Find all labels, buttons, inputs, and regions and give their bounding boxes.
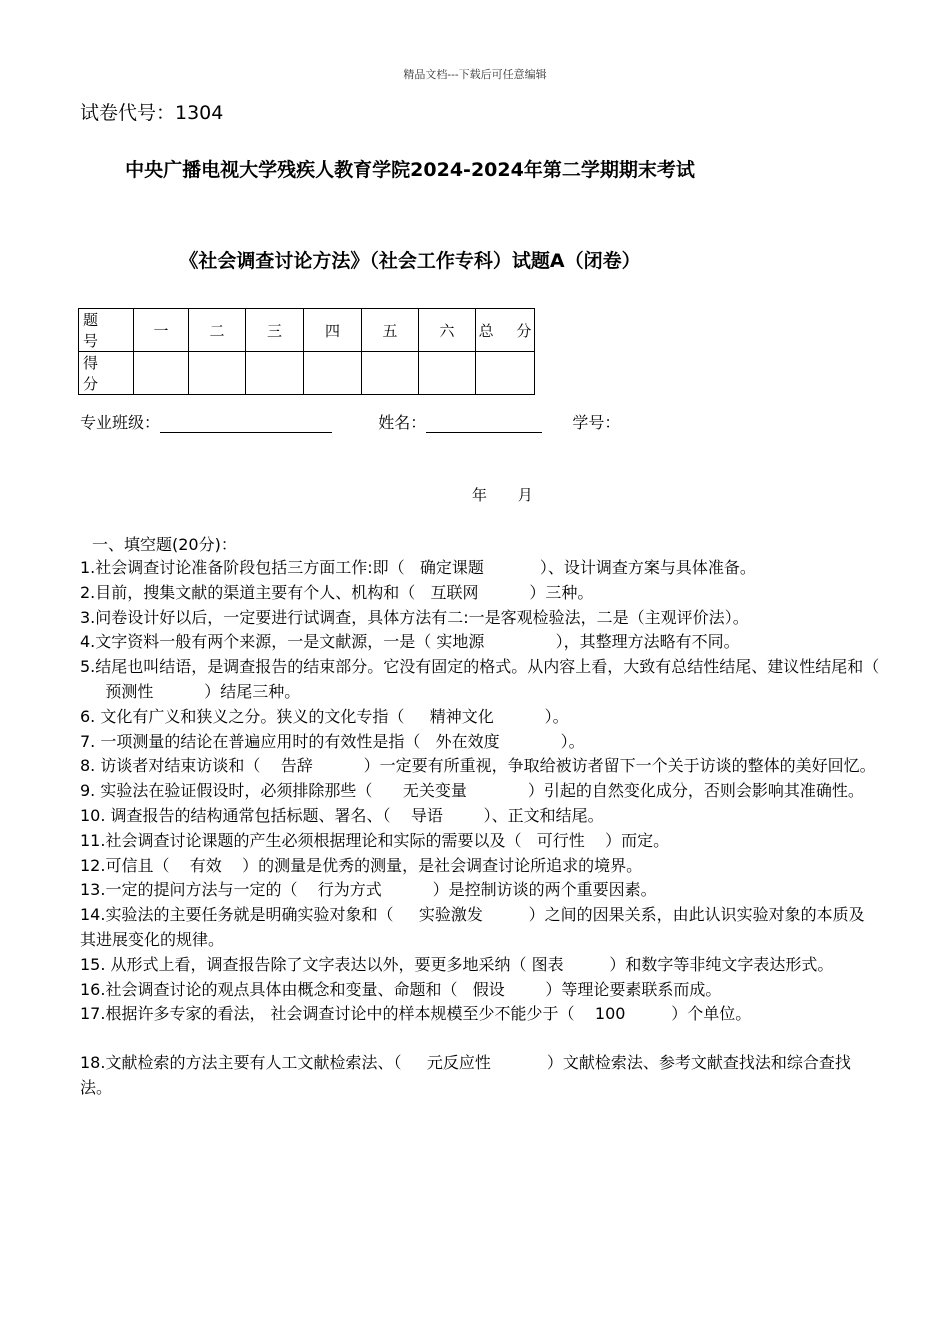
score-cell-6: 六 [419,309,476,352]
exam-title: 中央广播电视大学残疾人教育学院2024-2024年第二学期期末考试 [125,159,695,181]
answer-text: 实验激发 [393,905,529,925]
question-item: 16.社会调查讨论的观点具体由概念和变量、命题和（ 假设 ）等理论要素联系而成。 [80,979,722,999]
question-item: 6. 文化有广义和狭义之分。狭义的文化专指（ 精神文化 ）。 [80,706,569,726]
question-item: 8. 访谈者对结束访谈和（ 告辞 ）一定要有所重视，争取给被访者留下一个关于访谈的整体的美好回忆。 [80,756,876,776]
answer-text: 行为方式 [297,880,433,900]
question-item: 11.社会调查讨论课题的产生必须根据理论和实际的需要以及（ 可行性 ）而定。 [80,830,670,850]
id-label: 学号： [572,413,621,432]
answer-text: 元反应性 [401,1053,547,1073]
score-cell-3: 三 [246,309,304,352]
answer-text: 互联网 [415,582,530,602]
name-label: 姓名： [378,413,427,432]
answer-text: 假设 [457,979,546,999]
date-line: 年 月 [472,486,533,504]
score-cell-2: 二 [189,309,246,352]
answer-text: 告辞 [260,756,364,776]
question-item: 18.文献检索的方法主要有人工文献检索法、（ 元反应性 ）文献检索法、参考文献查找法和综合查找法。 [80,1053,851,1097]
answer-text: 100 [574,1004,672,1024]
question-item: 1.社会调查讨论准备阶段包括三方面工作:即（ 确定课题 ）、设计调查方案与具体准备。 [80,558,756,577]
question-item: 17.根据许多专家的看法， 社会调查讨论中的样本规模至少不能少于（ 100 ）个单位。 [80,1004,752,1024]
class-label: 专业班级： [80,413,161,432]
score-entry-3[interactable] [246,352,304,395]
score-cell-1: 一 [134,309,189,352]
question-item: 14.实验法的主要任务就是明确实验对象和（ 实验激发 ）之间的因果关系，由此认识实验对象的本质及其进展变化的规律。 [80,905,865,949]
question-item: 12.可信且（ 有效 ）的测量是优秀的测量，是社会调查讨论所追求的境界。 [80,855,643,875]
question-item: 7. 一项测量的结论在普遍应用时的有效性是指（ 外在效度 ）。 [80,731,585,751]
question-item: 9. 实验法在验证假设时，必须排除那些（ 无关变量 ）引起的自然变化成分，否则会影响其准确性。 [80,781,864,801]
question-item: 10. 调查报告的结构通常包括标题、署名、（ 导语 ）、正文和结尾。 [80,805,604,825]
question-item: 2.目前，搜集文献的渠道主要有个人、机构和（ 互联网 ）三种。 [80,582,594,602]
score-table [78,308,535,395]
student-info [80,410,620,433]
score-entry-total[interactable] [476,352,535,395]
score-table-header-row [79,309,535,352]
score-entry-6[interactable] [419,352,476,395]
question-item: 4.文字资料一般有两个来源，一是文献源，一是（ 实地源 ），其整理方法略有不同。 [80,632,740,652]
exam-subtitle: 《社会调查讨论方法》（社会工作专科）试题A（闭卷） [179,250,641,272]
answer-text: 可行性 [521,830,606,850]
class-field[interactable] [160,414,332,433]
score-cell-5: 五 [362,309,419,352]
answer-text: 精神文化 [404,706,545,726]
score-entry-1[interactable] [134,352,189,395]
score-row-label: 得 分 [79,352,134,395]
question-item: 13.一定的提问方法与一定的（ 行为方式 ）是控制访谈的两个重要因素。 [80,880,657,900]
score-table-score-row [79,352,535,395]
score-entry-5[interactable] [362,352,419,395]
answer-text: 无关变量 [372,781,528,801]
question-list [80,556,880,1101]
score-cell-4: 四 [304,309,362,352]
question-item: 3.问卷设计好以后，一定要进行试调查，具体方法有二:一是客观检验法，二是（主观评价法）。 [80,607,749,627]
answer-text: 实地源 [431,632,556,652]
section-title: 一、填空题(20分)： [92,535,237,554]
answer-text: 确定课题 [404,558,540,577]
score-cell-label: 题 号 [79,309,134,352]
score-entry-2[interactable] [189,352,246,395]
answer-text: 外在效度 [420,731,561,751]
name-field[interactable] [426,414,542,433]
score-entry-4[interactable] [304,352,362,395]
score-cell-total: 总 分 [476,309,535,352]
answer-text: 预测性 [80,681,205,701]
answer-text: 图表 [526,954,610,974]
paper-code: 试卷代号：1304 [80,102,224,124]
question-item: 5.结尾也叫结语，是调查报告的结束部分。它没有固定的格式。从内容上看，大致有总结性结尾、建议性结尾和（ 预测性 ）结尾三种。 [80,657,880,701]
answer-text: 有效 [169,855,243,875]
answer-text: 主观评价法 [644,607,725,627]
answer-text: 导语 [390,805,484,825]
header-note: 精品文档---下载后可任意编辑 [403,68,547,81]
question-item: 15. 从形式上看，调查报告除了文字表达以外，要更多地采纳（ 图表 ）和数字等非纯文字表达形式。 [80,954,834,974]
